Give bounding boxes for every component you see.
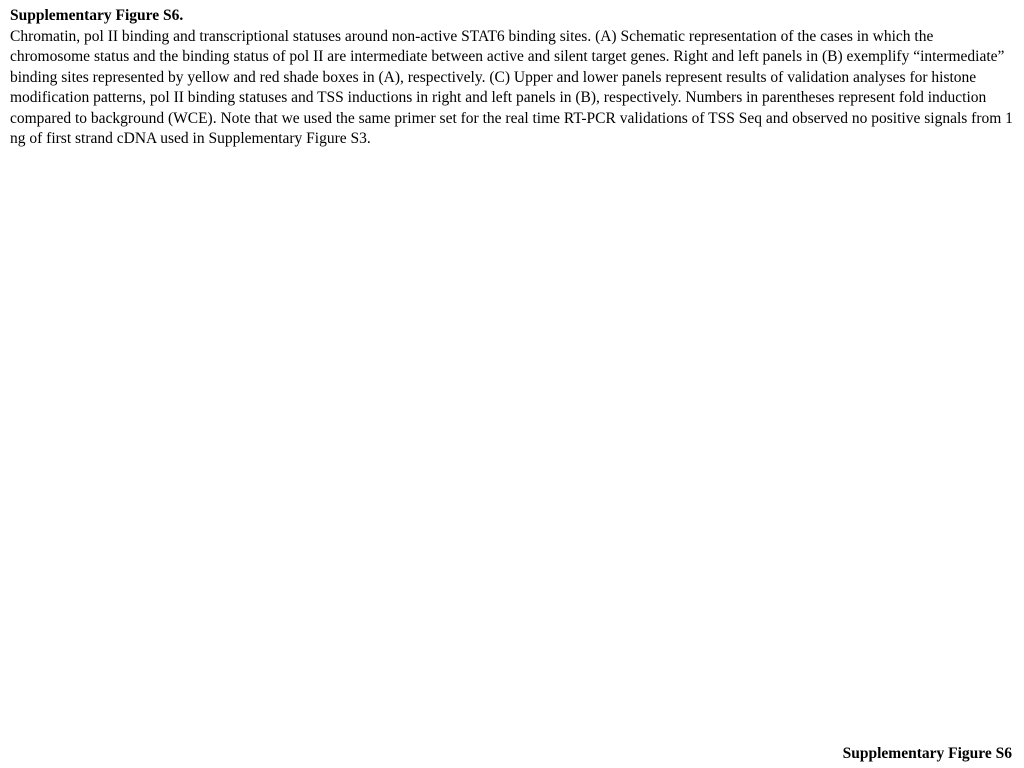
figure-caption (10, 6, 1014, 150)
caption-title: Supplementary Figure S6. (10, 7, 184, 24)
footer-figure-label: Supplementary Figure S6 (842, 745, 1012, 762)
caption-body: Chromatin, pol II binding and transcriptional statuses around non-active STAT6 binding sites. (A) Schematic representation of the cases in which the chromosome status and the binding status of pol II are intermediate between active and silent target genes. Right and left panels in (B) exemplify “intermediate” binding sites represented by yellow and red shade boxes in (A), respectively. (C) Upper and lower panels represent results of validation analyses for histone modification patterns, pol II binding statuses and TSS inductions in right and left panels in (B), respectively. Numbers in parentheses represent fold induction compared to background (WCE). Note that we used the same primer set for the real time RT-PCR validations of TSS Seq and observed no positive signals from 1 ng of first strand cDNA used in Supplementary Figure S3. (10, 27, 1013, 147)
